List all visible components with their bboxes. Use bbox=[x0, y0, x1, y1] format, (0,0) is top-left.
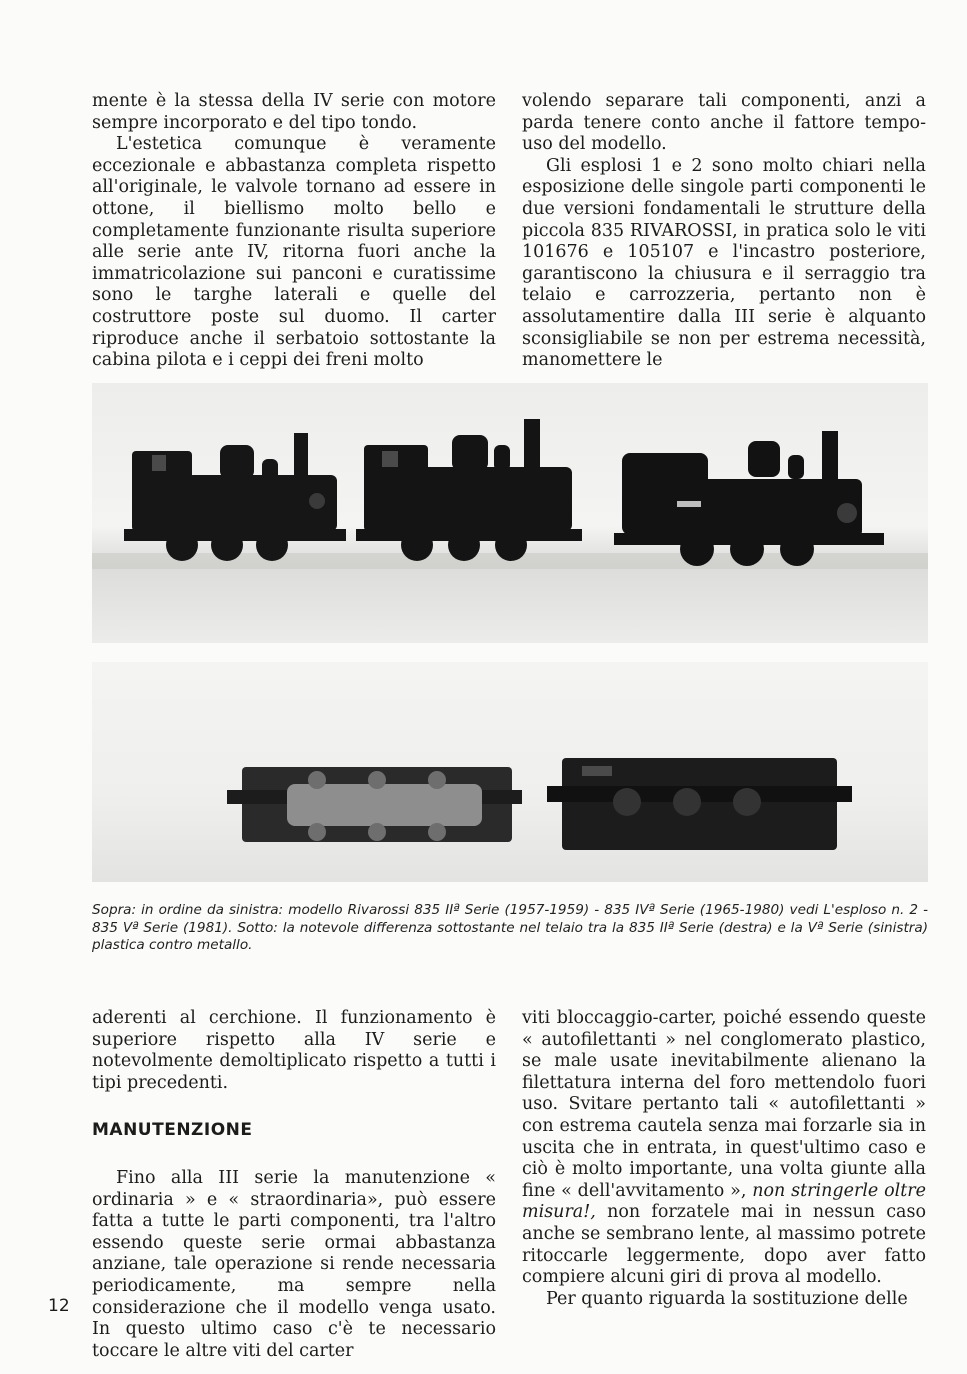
paragraph: L'estetica comunque è veramente eccezionale e abbastanza completa rispetto all'originale, le valvole tornano ad essere in ottone, il biellismo molto bello e completamente funzionante risulta superiore alle serie ante IV, ritorna fuori anche la immatricolazione sui panconi e curatissime sono le targhe laterali e quelle del costruttore poste sul duomo. Il carter riproduce anche il serbatoio sottostante la cabina pilota e i ceppi dei freni molto bbox=[92, 134, 496, 371]
photo-caption: Sopra: in ordine da sinistra: modello Rivarossi 835 IIª Serie (1957-1959) - 835 IVª Serie (1965-1980) vedi L'esploso n. 2 - 835 Vª Serie (1981). Sotto: la notevole differenza sottostante nel telaio tra la 835 IIª Serie (destra) e la Vª Serie (sinistra) plastica contro metallo. bbox=[92, 902, 928, 953]
top-left-column bbox=[92, 91, 496, 372]
page-number: 12 bbox=[48, 1296, 70, 1316]
paragraph: aderenti al cerchione. Il funzionamento è superiore rispetto alla IV serie e notevolmente demoltiplicato rispetto a tutti i tipi precedenti. bbox=[92, 1008, 496, 1093]
bottom-left-column bbox=[92, 1008, 496, 1362]
paragraph: volendo separare tali componenti, anzi a parda tenere conto anche il fattore tempo-uso del modello. bbox=[522, 91, 926, 155]
emphasis-text: non stringerle oltre misura!, bbox=[522, 1180, 927, 1223]
bottom-right-column bbox=[522, 1008, 926, 1310]
underside-metal-photo bbox=[227, 767, 522, 842]
text-run: viti bloccaggio-carter, poiché essendo queste « autofilettanti » nel conglomerato plastico, se male usate inevitabilmente alienano la filettatura interna del foro mettendolo fuori uso. Svitare pertanto tali « autofilettanti » con estrema cautela senza mai forzarle sia in uscita che in entrata, in quest'ultimo caso e ciò è molto importante, una volta giunte alla fine « dell'avvitamento », bbox=[522, 1008, 926, 1201]
paragraph: mente è la stessa della IV serie con motore sempre incorporato e del tipo tondo. bbox=[92, 91, 496, 133]
top-right-column bbox=[522, 91, 926, 372]
text-run: non forzatele mai in nessun caso anche se sembrano lente, al massimo potrete ritoccarle leggermente, dopo aver fatto compiere alcuni giri di prova al modello. bbox=[522, 1202, 926, 1288]
locomotives-side-photo bbox=[92, 383, 928, 643]
section-heading: MANUTENZIONE bbox=[92, 1120, 253, 1141]
paragraph bbox=[522, 1008, 926, 1289]
locomotive-photo bbox=[356, 419, 582, 561]
paragraph: Gli esplosi 1 e 2 sono molto chiari nella esposizione delle singole parti componenti le due versioni fondamentali le strutture della piccola 835 RIVAROSSI, in pratica solo le viti 101676 e 105107 e l'incastro posteriore, garantiscono la chiusura e il serraggio tra telaio e carrozzeria, pertanto non è assolutamentire dalla III serie è alquanto sconsigliabile se non per estrema necessità, manomettere le bbox=[522, 155, 926, 371]
locomotives-underside-photo bbox=[92, 662, 928, 882]
underside-plastic-photo bbox=[547, 758, 852, 850]
paragraph: Per quanto riguarda la sostituzione delle bbox=[546, 1288, 908, 1309]
paragraph: Fino alla III serie la manutenzione « ordinaria » e « straordinaria», può essere fatta a tutte le parti componenti, tra l'altro essendo queste serie ormai abbastanza anziane, tale operazione si rende necessaria periodicamente, ma sempre nella considerazione che il modello venga usato. In questo ultimo caso c'è te necessario toccare le altre viti del carter bbox=[92, 1167, 496, 1361]
locomotive-photo bbox=[124, 433, 346, 561]
locomotive-photo bbox=[614, 431, 884, 566]
